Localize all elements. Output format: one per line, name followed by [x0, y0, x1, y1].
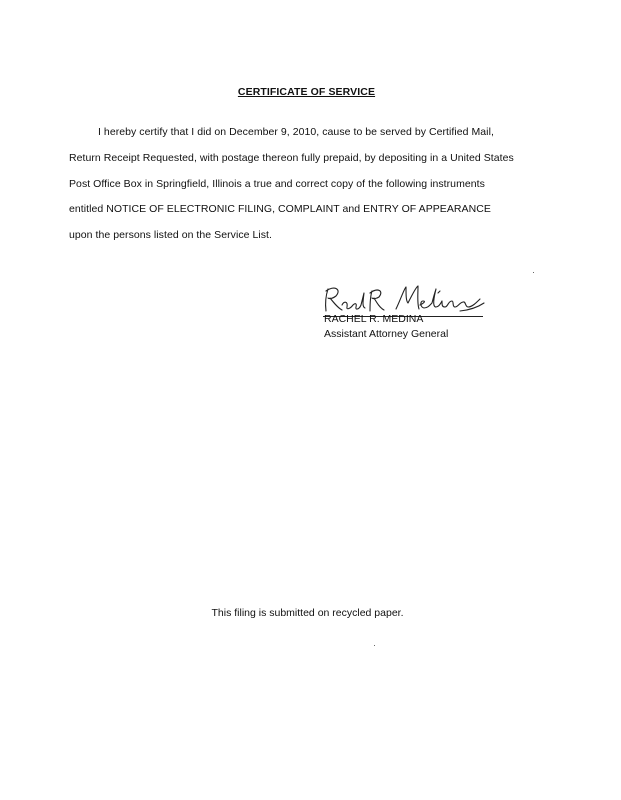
body-line-3: Post Office Box in Springfield, Illinois a true and correct copy of the following instruments [69, 178, 485, 190]
document-title: CERTIFICATE OF SERVICE [237, 86, 376, 98]
recycled-paper-note: This filing is submitted on recycled paper. [211, 607, 404, 619]
signer-name: RACHEL R. MEDINA [324, 313, 424, 325]
body-line-4: entitled NOTICE OF ELECTRONIC FILING, COMPLAINT and ENTRY OF APPEARANCE [69, 203, 491, 215]
body-line-5: upon the persons listed on the Service List. [69, 229, 272, 241]
signer-title: Assistant Attorney General [324, 328, 449, 340]
scan-speck [533, 272, 534, 273]
body-line-1: I hereby certify that I did on December 9, 2010, cause to be served by Certified Mail, [98, 126, 494, 138]
body-line-2: Return Receipt Requested, with postage thereon fully prepaid, by depositing in a United States [69, 152, 514, 164]
scan-speck [374, 645, 375, 646]
